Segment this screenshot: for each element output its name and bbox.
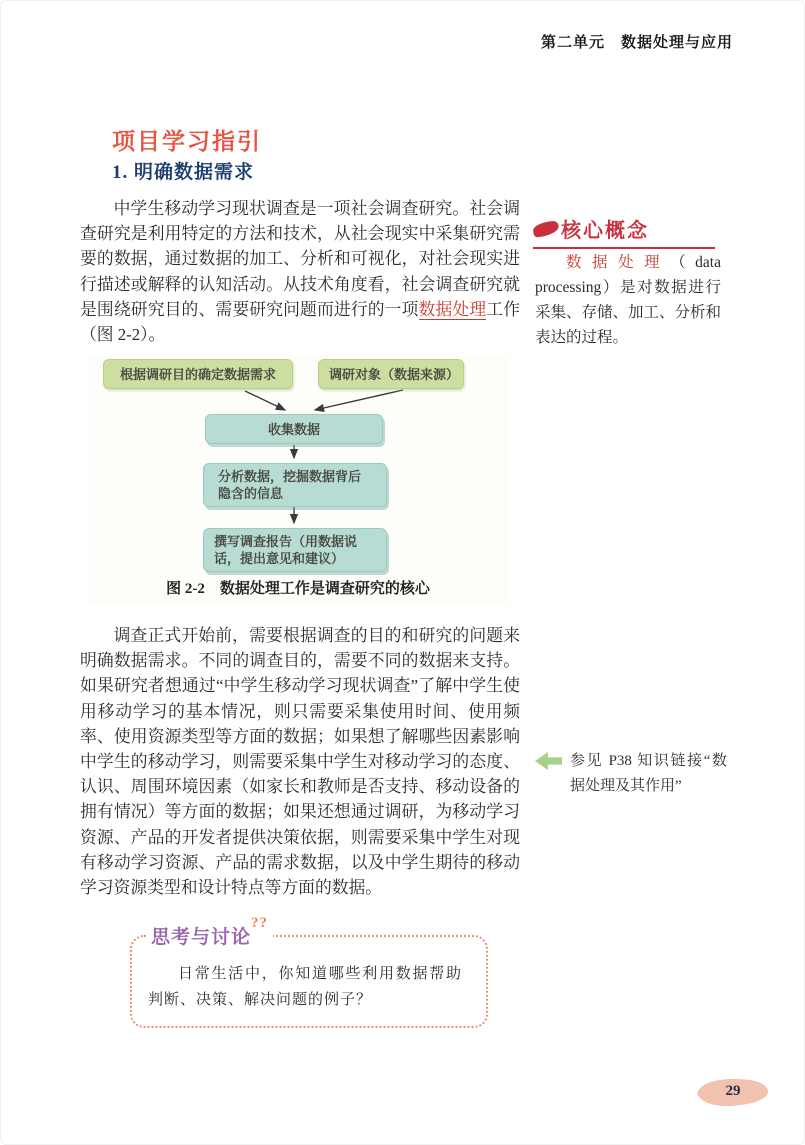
think-discuss-header: [146, 915, 273, 949]
data-processing-term: 数据处理: [418, 299, 487, 319]
cross-reference-note: [535, 749, 727, 799]
running-head: 第二单元 数据处理与应用: [540, 35, 733, 51]
paragraph-1-text: 中学生移动学习现状调查是一项社会调查研究。社会调查研究是利用特定的方法和技术，从社会现实中采集研究需要的数据，通过数据的加工、分析和可视化，对社会现实进行描述或解释的认知活动。从技术角度看，社会调查研究就是围绕研究目的、需要研究问题而进行的一项: [80, 199, 520, 319]
concept-definition-text: （data processing）是对数据进行采集、存储、加工、分析和表达的过程。: [535, 254, 722, 346]
think-discuss-label: 思考与讨论: [151, 927, 252, 948]
flow-box-data-needs: 根据调研目的确定数据需求: [103, 359, 293, 389]
flow-box-survey-target: 调研对象（数据来源）: [318, 359, 464, 389]
page-title: 项目学习指引: [112, 128, 262, 154]
flow-box-collect-data: 收集数据: [205, 414, 383, 444]
flow-box-write-report: 撰写调查报告（用数据说话，提出意见和建议）: [203, 528, 387, 572]
concept-definition: [535, 250, 721, 350]
core-concept-header: [533, 214, 715, 249]
figure-caption: 图 2-2 数据处理工作是调查研究的核心: [166, 581, 430, 597]
think-discuss-question: 日常生活中，你知道哪些利用数据帮助判断、决策、解决问题的例子？: [148, 966, 462, 1008]
core-concept-title: 核心概念: [561, 220, 649, 242]
left-arrow-icon: [535, 752, 562, 770]
reference-text: 参见 P38 知识链接“数据处理及其作用”: [570, 753, 727, 794]
paragraph-2: 调查正式开始前，需要根据调查的目的和研究的问题来明确数据需求。不同的调查目的，需要不同的数据来支持。如果研究者想通过“中学生移动学习现状调查”了解中学生使用移动学习的基本情况，则只需要采集使用时间、使用频率、使用资源类型等方面的数据；如果想了解哪些因素影响中学生的移动学习，则需要采集中学生对移动学习的态度、认识、周围环境因素（如家长和教师是否支持、移动设备的拥有情况）等方面的数据；如果还想通过调研，为移动学习资源、产品的开发者提供决策依据，则需要采集中学生对现有移动学习资源、产品的需求数据，以及中学生期待的移动学习资源类型和设计特点等方面的数据。: [80, 626, 520, 898]
paragraph-1-tail: 工作（图 2-2）。: [80, 299, 520, 345]
think-discuss-box: [130, 915, 488, 1028]
page-number: 29: [725, 1083, 741, 1099]
page-number-badge: [696, 1077, 770, 1107]
figure-2-2-flowchart: [88, 355, 508, 605]
leaf-icon: [532, 220, 560, 237]
question-marks-icon: ??: [251, 915, 269, 931]
concept-term: 数据处理: [566, 254, 671, 271]
paragraph-1: [80, 196, 520, 347]
section-heading: 1. 明确数据需求: [112, 162, 255, 183]
flow-box-analyze-data: 分析数据，挖掘数据背后隐含的信息: [203, 463, 387, 507]
